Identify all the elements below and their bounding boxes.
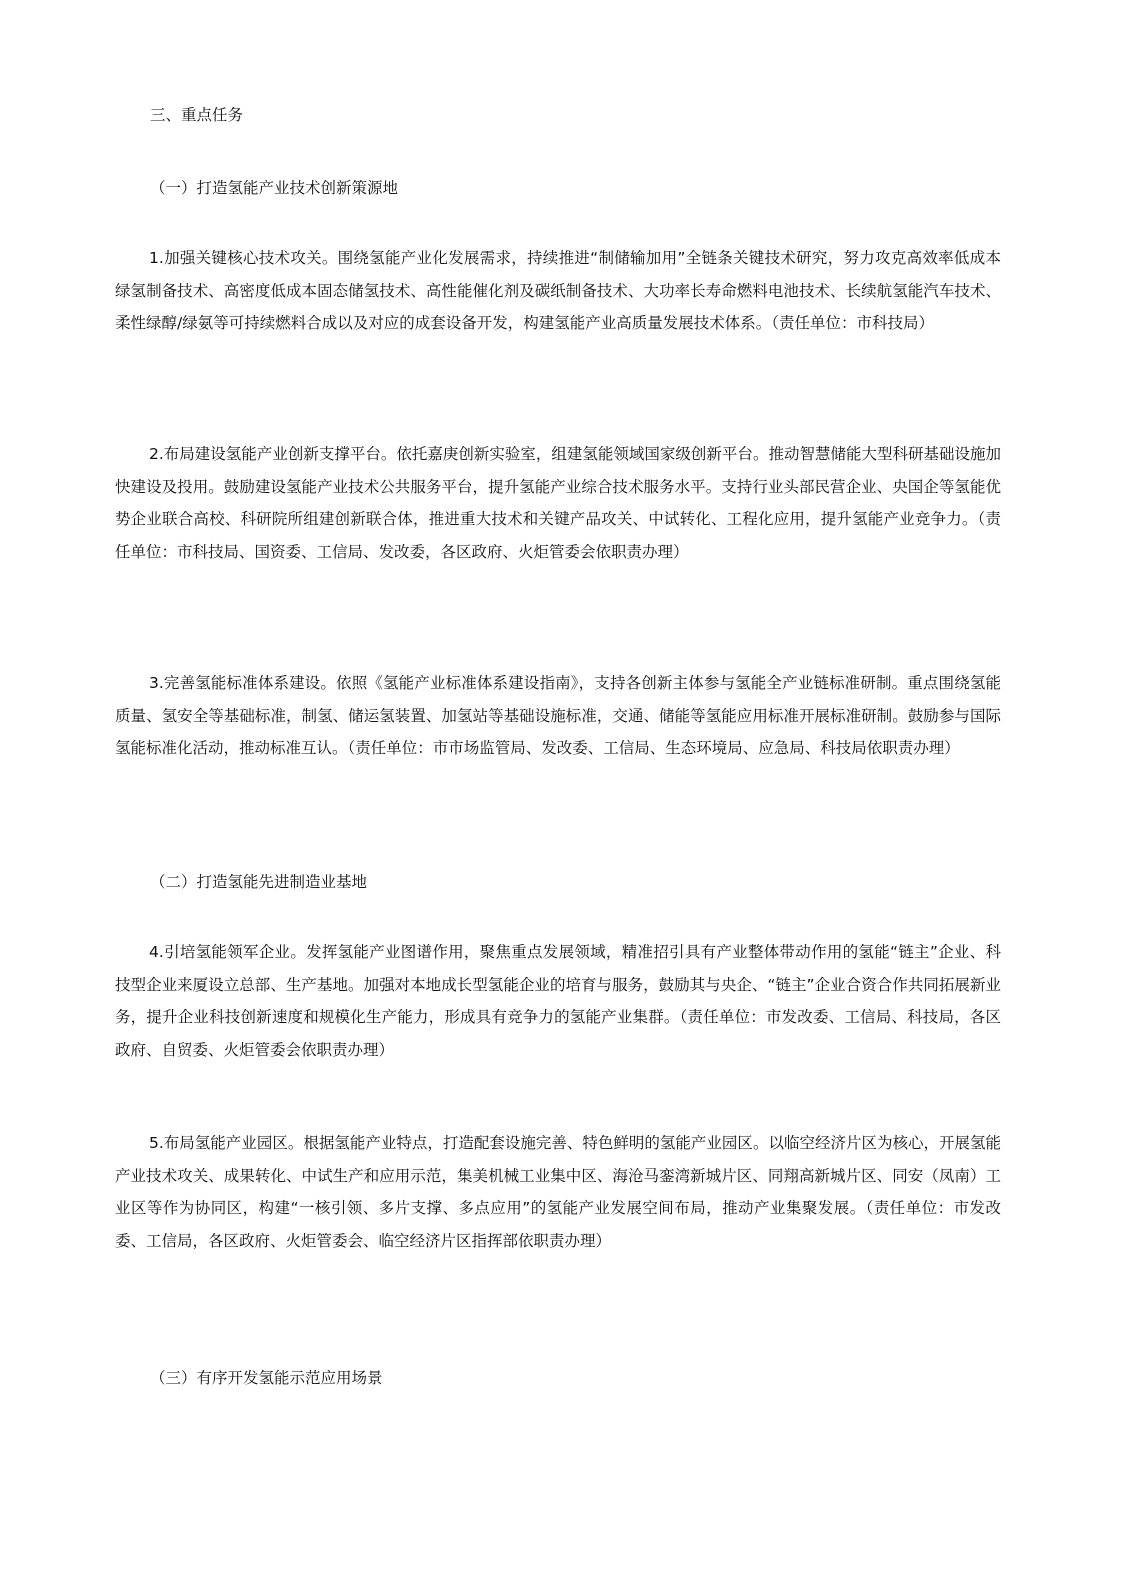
paragraph-1: 1.加强关键核心技术攻关。围绕氢能产业化发展需求，持续推进“制储输加用”全链条关键技术研究，努力攻克高效率低成本绿氢制备技术、高密度低成本固态储氢技术、高性能催化剂及碳纸制备技术、大功率长寿命燃料电池技术、长续航氢能汽车技术、柔性绿醇/绿氨等可持续燃料合成以及对应的成套设备开发，构建氢能产业高质量发展技术体系。（责任单位：市科技局） — [115, 249, 1001, 332]
paragraph-2: 2.布局建设氢能产业创新支撑平台。依托嘉庚创新实验室，组建氢能领域国家级创新平台。推动智慧储能大型科研基础设施加快建设及投用。鼓励建设氢能产业技术公共服务平台，提升氢能产业综合技术服务水平。支持行业头部民营企业、央国企等氢能优势企业联合高校、科研院所组建创新联合体，推进重大技术和关键产品攻关、中试转化、工程化应用，提升氢能产业竞争力。（责任单位：市科技局、国资委、工信局、发改委，各区政府、火炬管委会依职责办理） — [115, 445, 1001, 561]
subsection-heading-3: （三）有序开发氢能示范应用场景 — [150, 1369, 383, 1387]
section-title: 三、重点任务 — [150, 106, 244, 124]
subsection-heading-1: （一）打造氢能产业技术创新策源地 — [150, 179, 399, 197]
paragraph-5: 5.布局氢能产业园区。根据氢能产业特点，打造配套设施完善、特色鲜明的氢能产业园区。以临空经济片区为核心，开展氢能产业技术攻关、成果转化、中试生产和应用示范，集美机械工业集中区、海沧马銮湾新城片区、同翔高新城片区、同安（凤南）工业区等作为协同区，构建“一核引领、多片支撑、多点应用”的氢能产业发展空间布局，推动产业集聚发展。（责任单位：市发改委、工信局，各区政府、火炬管委会、临空经济片区指挥部依职责办理） — [115, 1134, 1001, 1250]
paragraph-3: 3.完善氢能标准体系建设。依照《氢能产业标准体系建设指南》，支持各创新主体参与氢能全产业链标准研制。重点围绕氢能质量、氢安全等基础标准，制氢、储运氢装置、加氢站等基础设施标准，交通、储能等氢能应用标准开展标准研制。鼓励参与国际氢能标准化活动，推动标准互认。（责任单位：市市场监管局、发改委、工信局、生态环境局、应急局、科技局依职责办理） — [115, 674, 1001, 757]
subsection-heading-2: （二）打造氢能先进制造业基地 — [150, 873, 368, 891]
paragraph-4: 4.引培氢能领军企业。发挥氢能产业图谱作用，聚焦重点发展领域，精准招引具有产业整体带动作用的氢能“链主”企业、科技型企业来厦设立总部、生产基地。加强对本地成长型氢能企业的培育与服务，鼓励其与央企、“链主”企业合资合作共同拓展新业务，提升企业科技创新速度和规模化生产能力，形成具有竞争力的氢能产业集群。（责任单位：市发改委、工信局、科技局，各区政府、自贸委、火炬管委会依职责办理） — [115, 943, 1001, 1059]
